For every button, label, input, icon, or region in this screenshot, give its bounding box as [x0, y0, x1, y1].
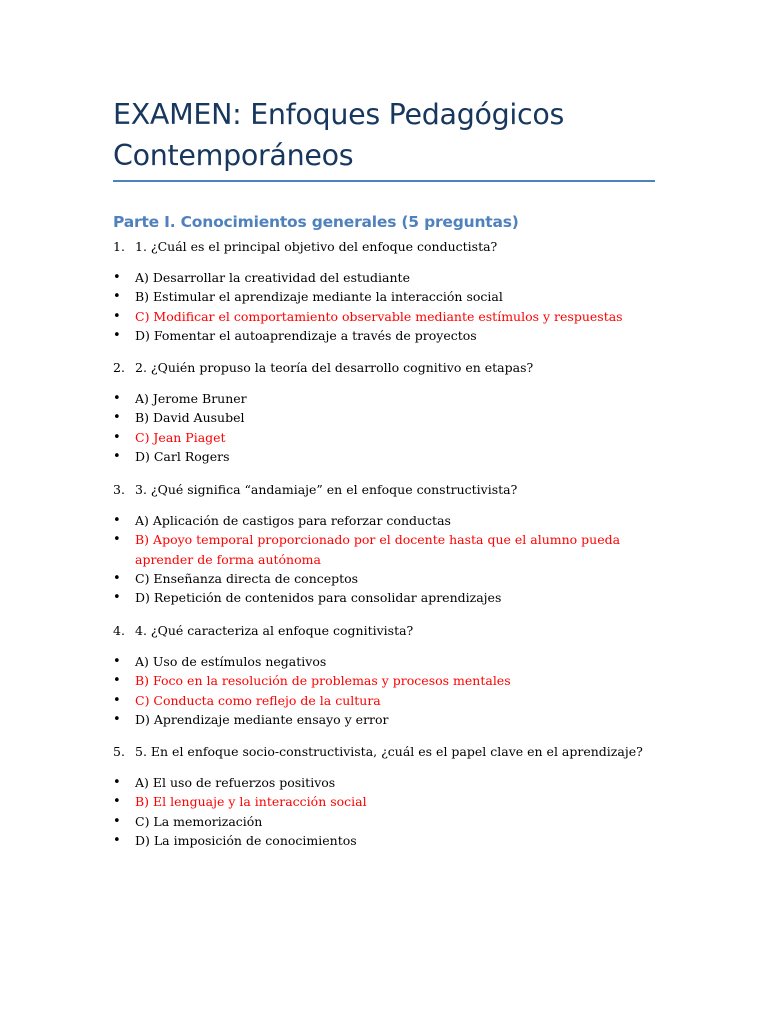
question-number: 3. [113, 482, 125, 497]
section-heading: Parte I. Conocimientos generales (5 preguntas) [113, 213, 519, 231]
option-d [113, 326, 673, 345]
option-text: A) El uso de refuerzos positivos [135, 775, 336, 790]
option-c [113, 812, 673, 831]
question-1-options [113, 268, 673, 345]
option-d [113, 710, 673, 729]
bullet-icon: • [113, 794, 121, 810]
option-b [113, 408, 673, 427]
option-text: B) David Ausubel [135, 410, 245, 426]
option-text: A) Jerome Bruner [135, 391, 247, 406]
question-text: 4. ¿Qué caracteriza al enfoque cognitivista? [135, 623, 414, 638]
option-text: A) Aplicación de castigos para reforzar conductas [135, 513, 451, 528]
question-text: 3. ¿Qué significa “andamiaje” en el enfoque constructivista? [135, 482, 518, 497]
option-text: C) Jean Piaget [135, 429, 226, 445]
option-b [113, 287, 673, 306]
bullet-icon: • [113, 570, 121, 586]
question-text: 5. En el enfoque socio-constructivista, ¿cuál es el papel clave en el aprendizaje? [135, 744, 643, 759]
option-text: A) Desarrollar la creatividad del estudiante [135, 270, 410, 285]
option-a [113, 652, 673, 671]
bullet-icon: • [113, 654, 121, 669]
bullet-icon: • [113, 775, 121, 790]
option-text: D) Repetición de contenidos para consolidar aprendizajes [135, 590, 502, 606]
option-c-correct [113, 307, 673, 326]
option-text: C) Modificar el comportamiento observable mediante estímulos y respuestas [135, 308, 623, 324]
bullet-icon: • [113, 308, 121, 324]
option-text: D) La imposición de conocimientos [135, 832, 357, 848]
option-text: D) Carl Rogers [135, 448, 230, 464]
option-d [113, 447, 673, 466]
bullet-icon: • [113, 270, 121, 285]
bullet-icon: • [113, 410, 121, 426]
question-2-options [113, 389, 673, 466]
option-c-correct [113, 691, 673, 710]
question-number: 5. [113, 744, 125, 759]
question-4-options [113, 652, 673, 729]
question-number: 4. [113, 623, 125, 638]
option-b-correct [113, 530, 673, 569]
option-text: C) Conducta como reflejo de la cultura [135, 692, 381, 708]
option-text: D) Aprendizaje mediante ensayo y error [135, 711, 389, 727]
bullet-icon: • [113, 429, 121, 445]
option-c [113, 569, 673, 588]
option-c-correct [113, 428, 673, 447]
bullet-icon: • [113, 832, 121, 848]
document-title: EXAMEN: Enfoques Pedagógicos Contemporáneos [113, 98, 565, 172]
option-text: B) El lenguaje y la interacción social [135, 794, 367, 810]
option-d [113, 831, 673, 850]
bullet-icon: • [113, 448, 121, 464]
option-d [113, 588, 673, 607]
bullet-icon: • [113, 590, 121, 606]
question-number: 1. [113, 239, 125, 254]
option-text: B) Foco en la resolución de problemas y procesos mentales [135, 673, 511, 689]
bullet-icon: • [113, 711, 121, 727]
option-b-correct [113, 671, 673, 690]
question-text: 2. ¿Quién propuso la teoría del desarrollo cognitivo en etapas? [135, 360, 534, 375]
bullet-icon: • [113, 513, 121, 528]
bullet-icon: • [113, 289, 121, 305]
option-text: A) Uso de estímulos negativos [135, 654, 327, 669]
option-a [113, 773, 673, 792]
bullet-icon: • [113, 692, 121, 708]
option-text: B) Apoyo temporal proporcionado por el docente hasta que el alumno pueda aprender de forma autónoma [135, 532, 621, 567]
bullet-icon: • [113, 391, 121, 406]
option-b-correct [113, 792, 673, 811]
question-text: 1. ¿Cuál es el principal objetivo del enfoque conductista? [135, 239, 498, 254]
option-text: C) La memorización [135, 813, 263, 829]
option-text: B) Estimular el aprendizaje mediante la interacción social [135, 289, 503, 305]
option-a [113, 389, 673, 408]
title-underline [113, 180, 655, 182]
option-a [113, 268, 673, 287]
bullet-icon: • [113, 532, 121, 548]
bullet-icon: • [113, 673, 121, 689]
option-text: C) Enseñanza directa de conceptos [135, 570, 359, 586]
question-3-options [113, 511, 673, 607]
question-number: 2. [113, 360, 125, 375]
bullet-icon: • [113, 327, 121, 343]
question-5-options [113, 773, 673, 850]
option-a [113, 511, 673, 530]
option-text: D) Fomentar el autoaprendizaje a través de proyectos [135, 327, 477, 343]
bullet-icon: • [113, 813, 121, 829]
